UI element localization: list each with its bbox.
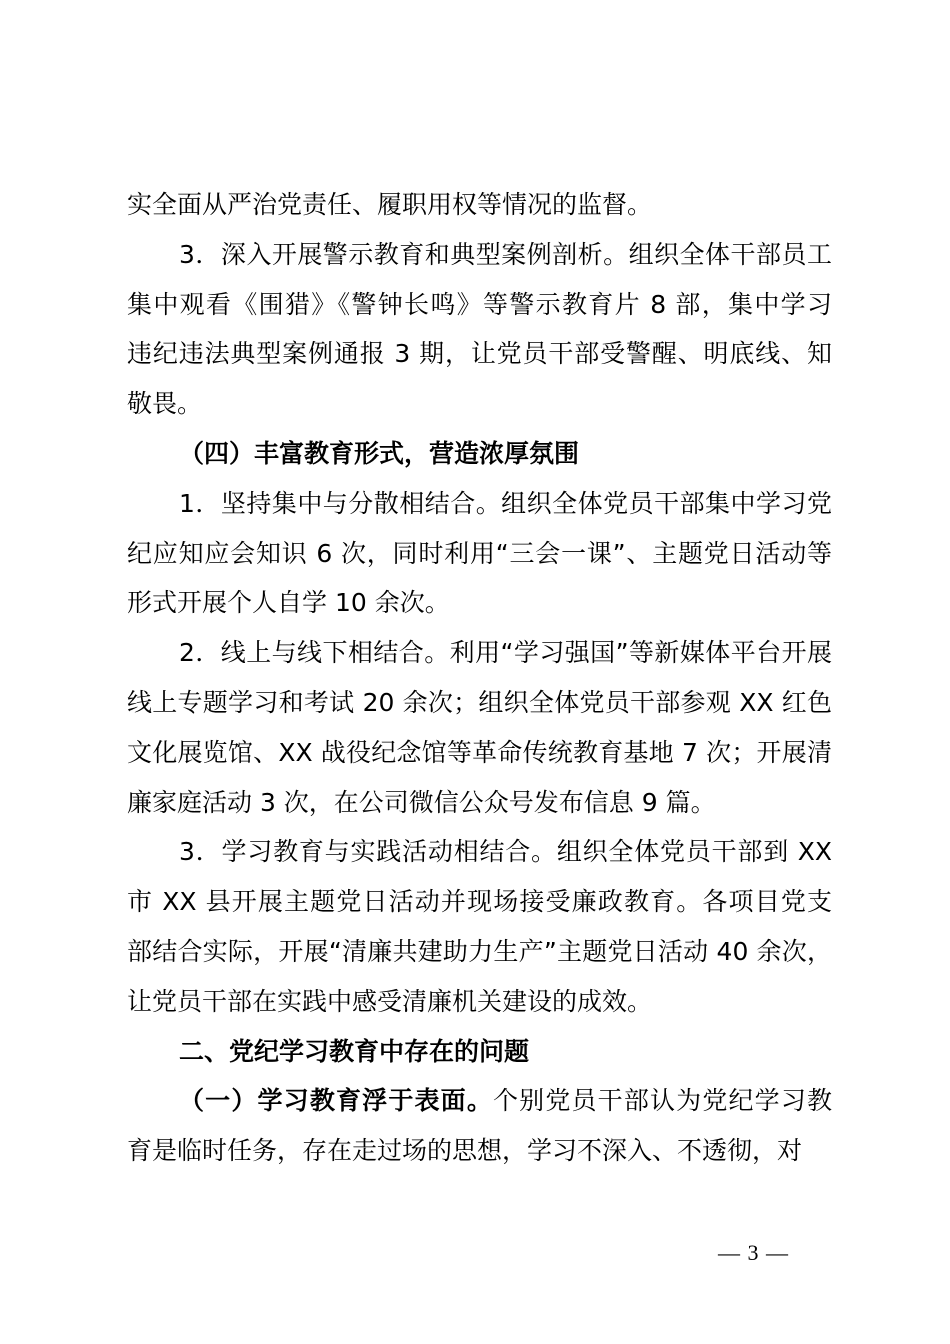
page-number: — 3 — [718, 1240, 789, 1265]
body-line: 育是临时任务，存在走过场的思想，学习不深入、不透彻，对 [127, 1136, 803, 1166]
body-line: 廉家庭活动 3 次，在公司微信公众号发布信息 9 篇。 [127, 787, 716, 817]
section-heading: （四）丰富教育形式，营造浓厚氛围 [179, 438, 580, 468]
paragraph [127, 479, 832, 628]
paragraph [127, 1076, 832, 1176]
body-line: 3．深入开展警示教育和典型案例剖析。组织全体干部员工 [179, 239, 832, 269]
body-line: 违纪违法典型案例通报 3 期，让党员干部受警醒、明底线、知 [127, 339, 832, 369]
section-heading: 二、党纪学习教育中存在的问题 [179, 1036, 530, 1066]
body-line: 实全面从严治党责任、履职用权等情况的监督。 [127, 190, 653, 219]
body-line: 线上专题学习和考试 20 余次；组织全体党员干部参观 XX 红色 [127, 687, 832, 717]
body-line: 让党员干部在实践中感受清廉机关建设的成效。 [127, 986, 653, 1016]
document-body [127, 180, 832, 1176]
body-line [127, 1076, 832, 1126]
subsection-lead: （一）学习教育浮于表面。 [179, 1086, 493, 1116]
body-text: 个别党员干部认为党纪学习教 [493, 1086, 832, 1116]
body-line: 2．线上与线下相结合。利用“学习强国”等新媒体平台开展 [179, 638, 832, 668]
body-line: 部结合实际，开展“清廉共建助力生产”主题党日活动 40 余次， [127, 936, 832, 966]
paragraph [127, 628, 832, 827]
body-line: 敬畏。 [127, 389, 203, 419]
paragraph [127, 230, 832, 429]
paragraph [127, 827, 832, 1026]
body-line: 文化展览馆、XX 战役纪念馆等革命传统教育基地 7 次；开展清 [127, 737, 832, 767]
body-line: 纪应知应会知识 6 次，同时利用“三会一课”、主题党日活动等 [127, 538, 832, 568]
body-line: 形式开展个人自学 10 余次。 [127, 588, 450, 618]
body-line: 3．学习教育与实践活动相结合。组织全体党员干部到 XX [179, 837, 832, 867]
paragraph [127, 180, 832, 230]
body-line: 1．坚持集中与分散相结合。组织全体党员干部集中学习党 [179, 488, 832, 518]
body-line: 市 XX 县开展主题党日活动并现场接受廉政教育。各项目党支 [127, 887, 832, 917]
body-line: 集中观看《围猎》《警钟长鸣》等警示教育片 8 部，集中学习 [127, 289, 832, 319]
